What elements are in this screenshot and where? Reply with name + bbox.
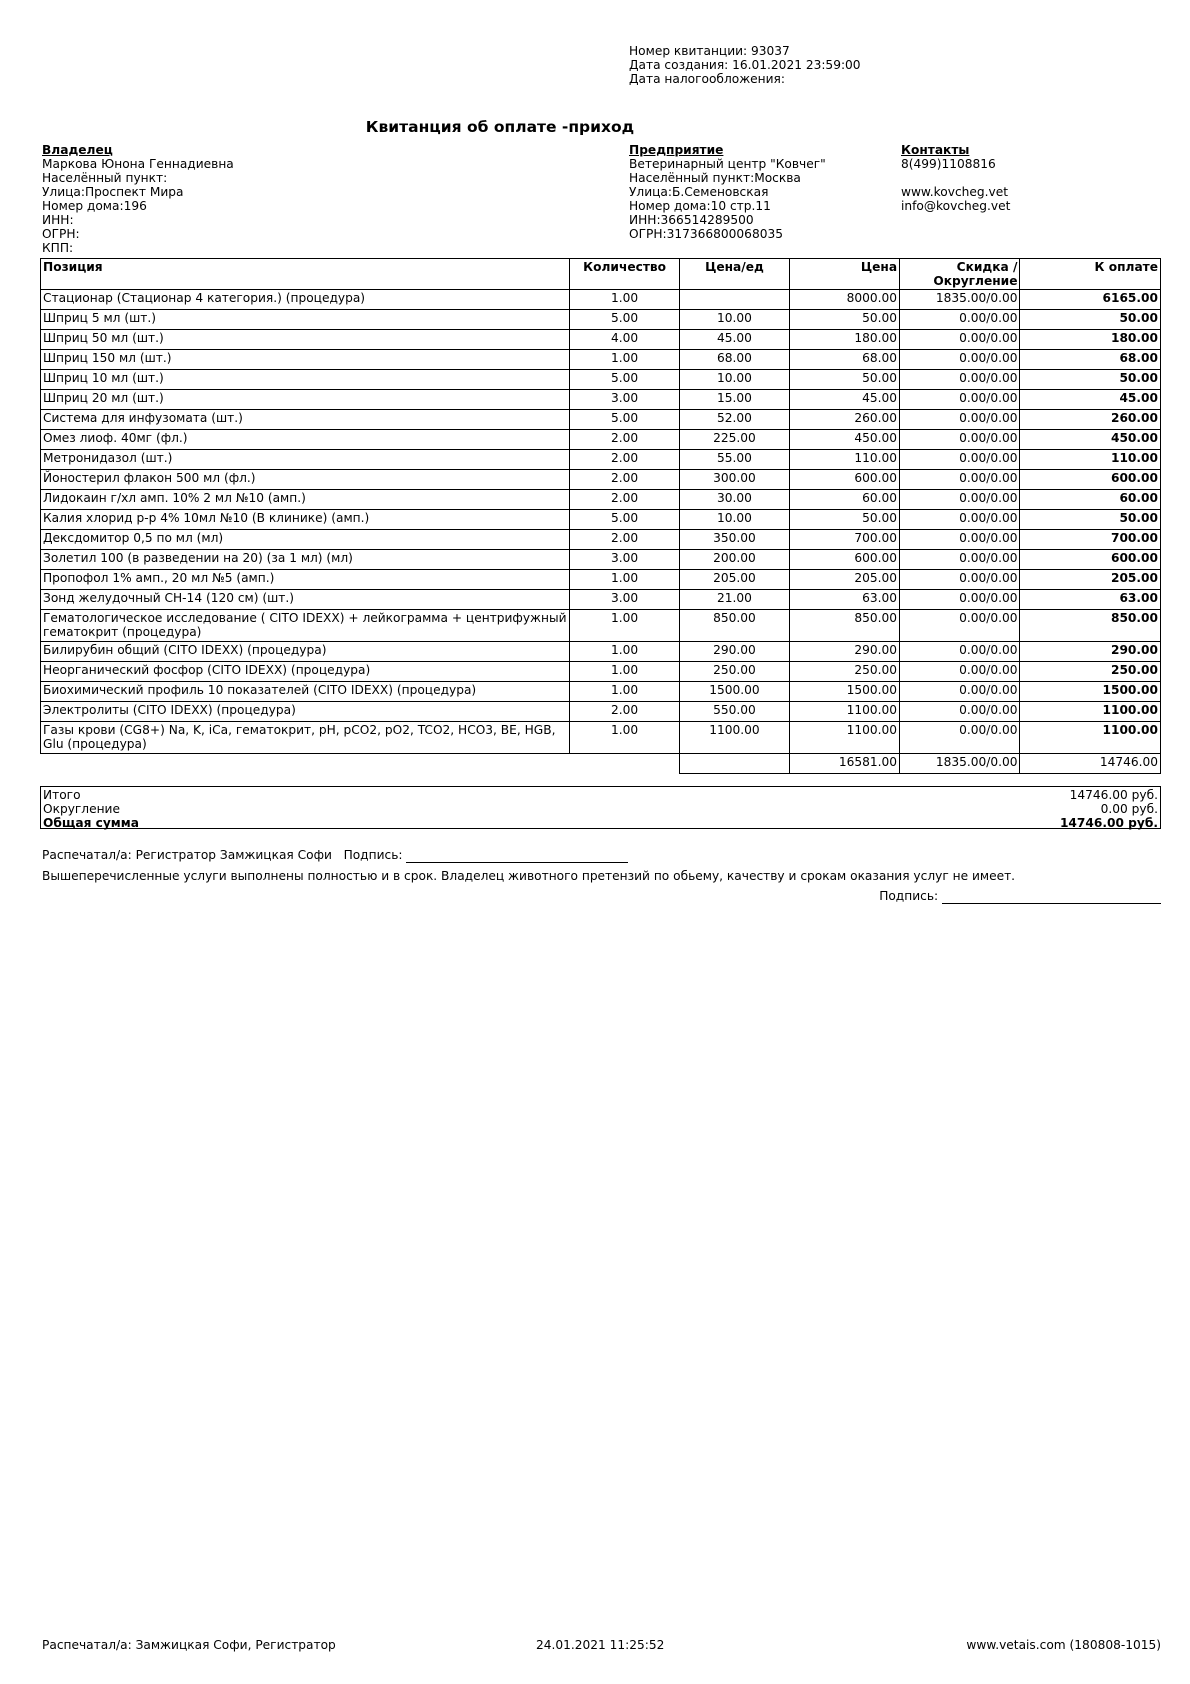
company-house: Номер дома:10 стр.11: [629, 199, 771, 213]
cell-price: 8000.00: [789, 290, 899, 310]
cell-quantity: 2.00: [569, 430, 679, 450]
summary-price: 16581.00: [789, 754, 899, 774]
cell-unit-price: 45.00: [680, 330, 789, 350]
cell-unit-price: [680, 290, 789, 310]
cell-unit-price: 290.00: [680, 642, 789, 662]
cell-quantity: 1.00: [569, 570, 679, 590]
col-to-pay: К оплате: [1020, 259, 1161, 290]
cell-unit-price: 350.00: [680, 530, 789, 550]
cell-position: Калия хлорид р-р 4% 10мл №10 (В клинике) (амп.): [41, 510, 570, 530]
col-unit-price: Цена/ед: [680, 259, 789, 290]
cell-position: Зонд желудочный CH-14 (120 см) (шт.): [41, 590, 570, 610]
rounding-label: Округление: [43, 802, 120, 816]
cell-discount: 0.00/0.00: [900, 490, 1020, 510]
cell-unit-price: 15.00: [680, 390, 789, 410]
signature-line[interactable]: [406, 848, 628, 863]
company-ogrn: ОГРН:317366800068035: [629, 227, 783, 241]
cell-price: 250.00: [789, 662, 899, 682]
table-row: [41, 470, 1161, 490]
company-locality: Населённый пункт:Москва: [629, 171, 801, 185]
table-row: [41, 310, 1161, 330]
cell-price: 450.00: [789, 430, 899, 450]
cell-discount: 0.00/0.00: [900, 370, 1020, 390]
cell-quantity: 1.00: [569, 642, 679, 662]
cell-discount: 0.00/0.00: [900, 450, 1020, 470]
cell-to-pay: 50.00: [1020, 510, 1161, 530]
table-row: [41, 430, 1161, 450]
owner-signature: [879, 889, 1161, 904]
cell-discount: 0.00/0.00: [900, 550, 1020, 570]
cell-quantity: 5.00: [569, 370, 679, 390]
service-statement: Вышеперечисленные услуги выполнены полностью и в срок. Владелец животного претензий по обьему, качеству и срокам оказания услуг не имеет.: [42, 869, 1016, 883]
cell-price: 1100.00: [789, 722, 899, 754]
summary-row: [41, 754, 1161, 774]
owner-inn: ИНН:: [42, 213, 74, 227]
cell-to-pay: 1100.00: [1020, 722, 1161, 754]
footer-datetime: 24.01.2021 11:25:52: [536, 1638, 665, 1652]
cell-unit-price: 1500.00: [680, 682, 789, 702]
printed-by: Распечатал/а: Регистратор Замжицкая Софи: [42, 848, 332, 862]
cell-price: 50.00: [789, 370, 899, 390]
company-block: [629, 143, 826, 241]
printed-by-line: [42, 848, 628, 863]
cell-unit-price: 10.00: [680, 510, 789, 530]
col-price: Цена: [789, 259, 899, 290]
summary-to-pay: 14746.00: [1020, 754, 1161, 774]
table-row: [41, 610, 1161, 642]
cell-discount: 0.00/0.00: [900, 310, 1020, 330]
table-row: [41, 330, 1161, 350]
company-inn: ИНН:366514289500: [629, 213, 754, 227]
cell-quantity: 1.00: [569, 722, 679, 754]
cell-quantity: 2.00: [569, 702, 679, 722]
company-name: Ветеринарный центр "Ковчег": [629, 157, 826, 171]
cell-to-pay: 205.00: [1020, 570, 1161, 590]
cell-to-pay: 63.00: [1020, 590, 1161, 610]
contacts-block: [901, 143, 1010, 213]
cell-discount: 0.00/0.00: [900, 570, 1020, 590]
itogo-value: 14746.00 руб.: [1069, 788, 1158, 802]
contacts-label: Контакты: [901, 143, 970, 157]
table-row: [41, 510, 1161, 530]
cell-unit-price: 30.00: [680, 490, 789, 510]
footer-site[interactable]: www.vetais.com (180808-1015): [966, 1638, 1161, 1652]
cell-price: 68.00: [789, 350, 899, 370]
cell-quantity: 5.00: [569, 410, 679, 430]
table-row: [41, 550, 1161, 570]
cell-position: Пропофол 1% амп., 20 мл №5 (амп.): [41, 570, 570, 590]
cell-price: 60.00: [789, 490, 899, 510]
cell-to-pay: 850.00: [1020, 610, 1161, 642]
summary-blank: [41, 754, 680, 774]
cell-price: 850.00: [789, 610, 899, 642]
cell-position: Гематологическое исследование ( CITO IDEXX) + лейкограмма + центрифужный гематокрит (процедура): [41, 610, 570, 642]
table-row: [41, 370, 1161, 390]
cell-unit-price: 205.00: [680, 570, 789, 590]
owner-signature-line[interactable]: [942, 889, 1161, 904]
cell-price: 45.00: [789, 390, 899, 410]
cell-unit-price: 250.00: [680, 662, 789, 682]
page-title: Квитанция об оплате -приход: [365, 118, 635, 136]
cell-to-pay: 110.00: [1020, 450, 1161, 470]
total-label: Общая сумма: [43, 816, 139, 830]
totals-box: [40, 786, 1161, 829]
cell-price: 700.00: [789, 530, 899, 550]
cell-quantity: 5.00: [569, 310, 679, 330]
cell-to-pay: 600.00: [1020, 470, 1161, 490]
receipt-number: Номер квитанции: 93037: [629, 44, 790, 58]
cell-price: 110.00: [789, 450, 899, 470]
total-value: 14746.00 руб.: [1059, 816, 1158, 830]
cell-discount: 0.00/0.00: [900, 410, 1020, 430]
owner-label: Владелец: [42, 143, 113, 157]
cell-position: Шприц 5 мл (шт.): [41, 310, 570, 330]
summary-discount: 1835.00/0.00: [900, 754, 1020, 774]
cell-unit-price: 10.00: [680, 310, 789, 330]
owner-locality: Населённый пункт:: [42, 171, 168, 185]
cell-unit-price: 21.00: [680, 590, 789, 610]
creation-date: Дата создания: 16.01.2021 23:59:00: [629, 58, 861, 72]
owner-house: Номер дома:196: [42, 199, 147, 213]
cell-to-pay: 1500.00: [1020, 682, 1161, 702]
cell-to-pay: 60.00: [1020, 490, 1161, 510]
cell-quantity: 4.00: [569, 330, 679, 350]
cell-position: Электролиты (CITO IDEXX) (процедура): [41, 702, 570, 722]
cell-price: 63.00: [789, 590, 899, 610]
cell-unit-price: 10.00: [680, 370, 789, 390]
cell-unit-price: 52.00: [680, 410, 789, 430]
col-discount: Скидка / Округление: [900, 259, 1020, 290]
receipt-meta: [629, 44, 861, 86]
cell-unit-price: 225.00: [680, 430, 789, 450]
cell-price: 1500.00: [789, 682, 899, 702]
table-row: [41, 530, 1161, 550]
cell-quantity: 3.00: [569, 550, 679, 570]
owner-name: Маркова Юнона Геннадиевна: [42, 157, 234, 171]
cell-position: Шприц 150 мл (шт.): [41, 350, 570, 370]
tax-date: Дата налогообложения:: [629, 72, 785, 86]
cell-to-pay: 250.00: [1020, 662, 1161, 682]
cell-to-pay: 450.00: [1020, 430, 1161, 450]
cell-quantity: 5.00: [569, 510, 679, 530]
cell-price: 50.00: [789, 310, 899, 330]
cell-discount: 0.00/0.00: [900, 702, 1020, 722]
cell-price: 50.00: [789, 510, 899, 530]
cell-quantity: 2.00: [569, 450, 679, 470]
cell-price: 180.00: [789, 330, 899, 350]
cell-position: Шприц 10 мл (шт.): [41, 370, 570, 390]
cell-quantity: 1.00: [569, 610, 679, 642]
cell-unit-price: 850.00: [680, 610, 789, 642]
cell-to-pay: 45.00: [1020, 390, 1161, 410]
table-header-row: [41, 259, 1161, 290]
cell-to-pay: 50.00: [1020, 310, 1161, 330]
table-row: [41, 410, 1161, 430]
owner-kpp: КПП:: [42, 241, 74, 255]
cell-to-pay: 50.00: [1020, 370, 1161, 390]
cell-unit-price: 55.00: [680, 450, 789, 470]
cell-unit-price: 68.00: [680, 350, 789, 370]
cell-position: Неорганический фосфор (CITO IDEXX) (процедура): [41, 662, 570, 682]
cell-position: Система для инфузомата (шт.): [41, 410, 570, 430]
contacts-phone: 8(499)1108816: [901, 157, 996, 171]
cell-quantity: 1.00: [569, 682, 679, 702]
cell-position: Лидокаин г/хл амп. 10% 2 мл №10 (амп.): [41, 490, 570, 510]
cell-position: Омез лиоф. 40мг (фл.): [41, 430, 570, 450]
cell-to-pay: 700.00: [1020, 530, 1161, 550]
cell-to-pay: 180.00: [1020, 330, 1161, 350]
cell-discount: 0.00/0.00: [900, 390, 1020, 410]
owner-ogrn: ОГРН:: [42, 227, 80, 241]
cell-price: 1100.00: [789, 702, 899, 722]
cell-quantity: 2.00: [569, 470, 679, 490]
cell-quantity: 3.00: [569, 590, 679, 610]
cell-quantity: 3.00: [569, 390, 679, 410]
cell-price: 260.00: [789, 410, 899, 430]
cell-price: 600.00: [789, 470, 899, 490]
cell-position: Билирубин общий (CITO IDEXX) (процедура): [41, 642, 570, 662]
cell-quantity: 1.00: [569, 662, 679, 682]
cell-to-pay: 290.00: [1020, 642, 1161, 662]
table-row: [41, 722, 1161, 754]
cell-to-pay: 600.00: [1020, 550, 1161, 570]
cell-discount: 0.00/0.00: [900, 350, 1020, 370]
table-row: [41, 662, 1161, 682]
cell-discount: 0.00/0.00: [900, 642, 1020, 662]
cell-quantity: 2.00: [569, 530, 679, 550]
table-row: [41, 290, 1161, 310]
owner-block: [42, 143, 234, 255]
cell-position: Газы крови (CG8+) Na, K, iCa, гематокрит, pH, pCO2, pO2, TCO2, HCO3, BE, HGB, Glu (процедура): [41, 722, 570, 754]
cell-quantity: 1.00: [569, 290, 679, 310]
cell-quantity: 1.00: [569, 350, 679, 370]
cell-to-pay: 1100.00: [1020, 702, 1161, 722]
cell-discount: 0.00/0.00: [900, 610, 1020, 642]
contacts-website[interactable]: www.kovcheg.vet: [901, 185, 1008, 199]
cell-to-pay: 260.00: [1020, 410, 1161, 430]
footer-printed-by: Распечатал/а: Замжицкая Софи, Регистратор: [42, 1638, 336, 1652]
cell-discount: 0.00/0.00: [900, 510, 1020, 530]
cell-to-pay: 6165.00: [1020, 290, 1161, 310]
cell-unit-price: 300.00: [680, 470, 789, 490]
table-row: [41, 570, 1161, 590]
cell-discount: 0.00/0.00: [900, 682, 1020, 702]
itogo-label: Итого: [43, 788, 81, 802]
summary-unit-empty: [680, 754, 789, 774]
col-position: Позиция: [41, 259, 570, 290]
table-row: [41, 490, 1161, 510]
cell-unit-price: 1100.00: [680, 722, 789, 754]
owner-signature-label: Подпись:: [879, 889, 939, 903]
cell-price: 290.00: [789, 642, 899, 662]
signature-label: Подпись:: [343, 848, 403, 862]
company-label: Предприятие: [629, 143, 724, 157]
table-row: [41, 642, 1161, 662]
cell-discount: 0.00/0.00: [900, 430, 1020, 450]
cell-discount: 0.00/0.00: [900, 722, 1020, 754]
cell-to-pay: 68.00: [1020, 350, 1161, 370]
cell-position: Шприц 50 мл (шт.): [41, 330, 570, 350]
owner-street: Улица:Проспект Мира: [42, 185, 184, 199]
items-table: [40, 258, 1161, 774]
cell-unit-price: 200.00: [680, 550, 789, 570]
cell-unit-price: 550.00: [680, 702, 789, 722]
cell-position: Биохимический профиль 10 показателей (CITO IDEXX) (процедура): [41, 682, 570, 702]
cell-discount: 0.00/0.00: [900, 590, 1020, 610]
cell-position: Золетил 100 (в разведении на 20) (за 1 мл) (мл): [41, 550, 570, 570]
cell-position: Дексдомитор 0,5 по мл (мл): [41, 530, 570, 550]
cell-position: Метронидазол (шт.): [41, 450, 570, 470]
table-row: [41, 682, 1161, 702]
table-row: [41, 450, 1161, 470]
cell-price: 600.00: [789, 550, 899, 570]
cell-discount: 0.00/0.00: [900, 330, 1020, 350]
col-quantity: Количество: [569, 259, 679, 290]
cell-discount: 0.00/0.00: [900, 530, 1020, 550]
contacts-email[interactable]: info@kovcheg.vet: [901, 199, 1011, 213]
table-row: [41, 702, 1161, 722]
cell-discount: 0.00/0.00: [900, 470, 1020, 490]
table-row: [41, 390, 1161, 410]
cell-quantity: 2.00: [569, 490, 679, 510]
company-street: Улица:Б.Семеновская: [629, 185, 769, 199]
table-row: [41, 590, 1161, 610]
cell-discount: 1835.00/0.00: [900, 290, 1020, 310]
table-row: [41, 350, 1161, 370]
cell-position: Шприц 20 мл (шт.): [41, 390, 570, 410]
cell-price: 205.00: [789, 570, 899, 590]
cell-position: Йоностерил флакон 500 мл (фл.): [41, 470, 570, 490]
cell-position: Стационар (Стационар 4 категория.) (процедура): [41, 290, 570, 310]
rounding-value: 0.00 руб.: [1100, 802, 1158, 816]
cell-discount: 0.00/0.00: [900, 662, 1020, 682]
